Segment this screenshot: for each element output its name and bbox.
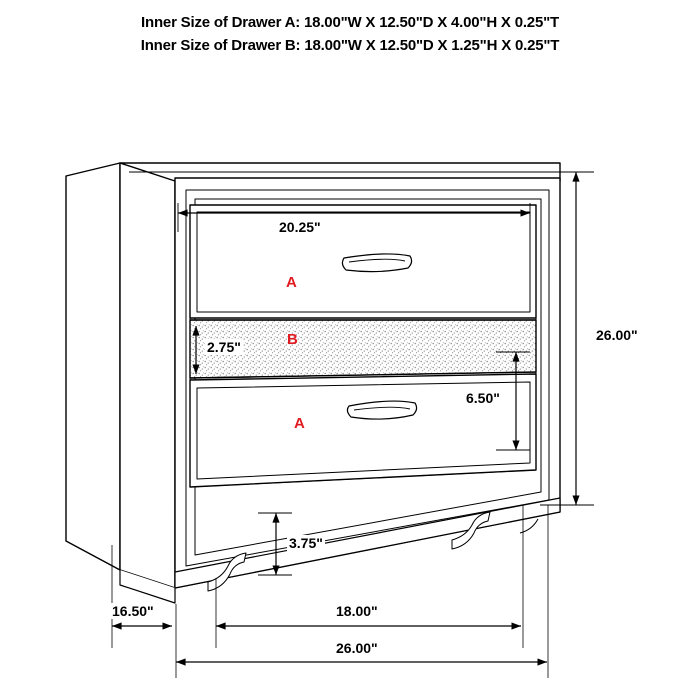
drawer-a-top-label: A <box>286 274 297 291</box>
drawer-a-spec-line: Inner Size of Drawer A: 18.00"W X 12.50"D X 4.00"H X 0.25"T <box>141 14 559 31</box>
dim-right-height: 26.00" <box>596 327 638 343</box>
dim-top-width: 20.25" <box>279 219 321 235</box>
drawer-b-spec-line: Inner Size of Drawer B: 18.00"W X 12.50"D X 1.25"H X 0.25"T <box>140 37 560 54</box>
drawer-a-bottom-label: A <box>294 415 305 432</box>
dim-drawer-b-height: 2.75" <box>207 339 241 355</box>
dim-depth: 16.50" <box>112 603 154 619</box>
dim-leg-height: 3.75" <box>289 535 323 551</box>
dim-overall-width: 26.00" <box>336 640 378 656</box>
drawer-b-label: B <box>287 331 298 348</box>
dim-base-width: 18.00" <box>336 603 378 619</box>
dim-lower-drawer-height: 6.50" <box>466 390 500 406</box>
